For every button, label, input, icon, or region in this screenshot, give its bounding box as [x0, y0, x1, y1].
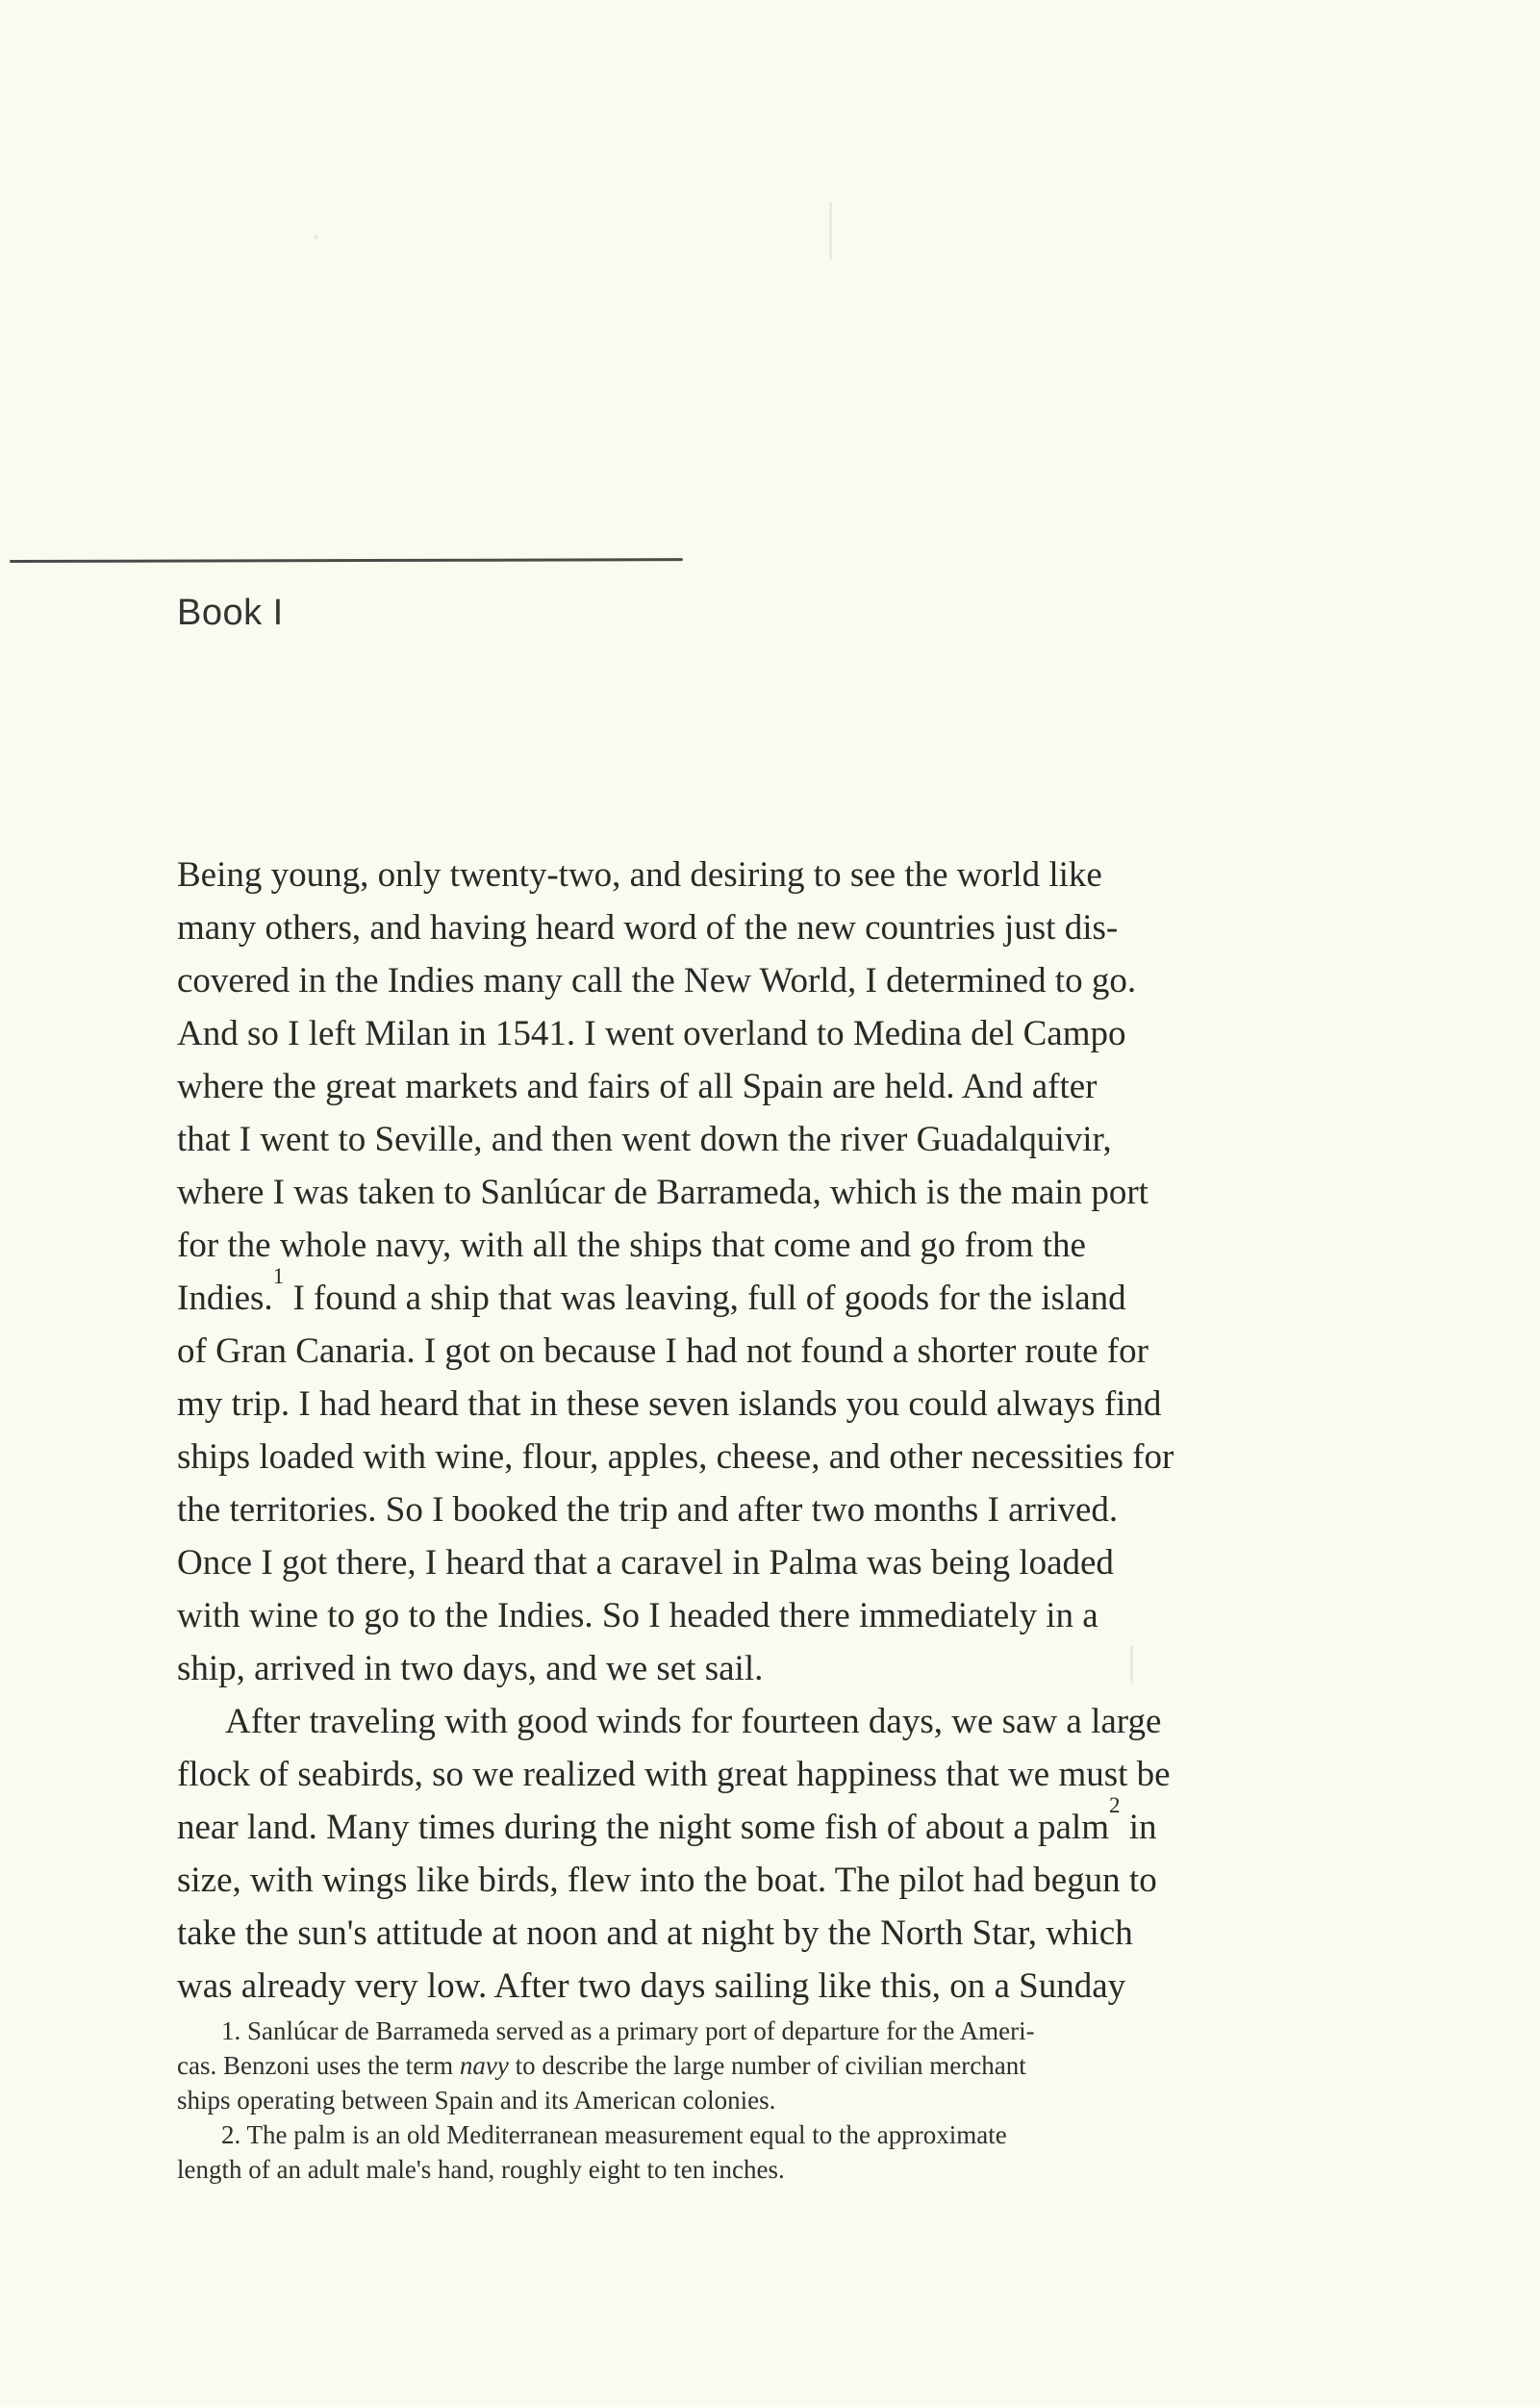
body-line: ships loaded with wine, flour, apples, cheese, and other necessities for	[177, 1437, 1174, 1477]
body-line	[177, 1263, 1331, 1325]
body-line-rest: I found a ship that was leaving, full of goods for the island	[292, 1279, 1126, 1318]
body-line: And so I left Milan in 1541. I went overland to Medina del Campo	[177, 1014, 1126, 1053]
footnote-1-line: ships operating between Spain and its American colonies.	[177, 2086, 776, 2115]
body-line: the territories. So I booked the trip and after two months I arrived.	[177, 1490, 1119, 1530]
body-line-lead: Indies.	[177, 1279, 273, 1318]
body-line: After traveling with good winds for fourteen days, we saw a large	[225, 1702, 1162, 1741]
body-line-rest: in	[1128, 1808, 1157, 1847]
body-line-lead: near land. Many times during the night some fish of about a palm	[177, 1808, 1109, 1847]
paper-speck	[314, 235, 318, 240]
body-line: Once I got there, I heard that a caravel in Palma was being loaded	[177, 1543, 1114, 1583]
body-line	[177, 1792, 1331, 1854]
body-line: many others, and having heard word of the new countries just dis-	[177, 908, 1119, 948]
footnote-2-line	[177, 2117, 1331, 2152]
paper-speck	[829, 202, 832, 260]
footnote-ref-2[interactable]: 2	[1109, 1792, 1121, 1817]
footnote-2-number: 2.	[221, 2120, 241, 2149]
body-line: where I was taken to Sanlúcar de Barrameda, which is the main port	[177, 1173, 1149, 1212]
body-line: my trip. I had heard that in these seven islands you could always find	[177, 1384, 1162, 1424]
body-line: was already very low. After two days sailing like this, on a Sunday	[177, 1966, 1126, 2006]
body-line: where the great markets and fairs of all Spain are held. And after	[177, 1067, 1098, 1106]
footnotes	[177, 2014, 1331, 2187]
body-line: ship, arrived in two days, and we set sail.	[177, 1649, 764, 1688]
body-line: that I went to Seville, and then went down the river Guadalquivir,	[177, 1120, 1112, 1159]
footnote-ref-1[interactable]: 1	[272, 1263, 285, 1288]
chapter-heading: Book I	[177, 593, 284, 633]
body-line: take the sun's attitude at noon and at night by the North Star, which	[177, 1913, 1133, 1953]
body-line: flock of seabirds, so we realized with great happiness that we must be	[177, 1755, 1171, 1794]
footnote-1-italic-term: navy	[459, 2051, 509, 2080]
footnote-1-text: cas. Benzoni uses the term	[177, 2051, 460, 2080]
footnote-1-line	[177, 2014, 1331, 2048]
body-line: size, with wings like birds, flew into the boat. The pilot had begun to	[177, 1861, 1157, 1900]
body-text	[177, 849, 1331, 2013]
body-line: Being young, only twenty-two, and desiring to see the world like	[177, 855, 1102, 895]
body-line: for the whole navy, with all the ships that come and go from the	[177, 1226, 1086, 1265]
footnote-1-text: Sanlúcar de Barrameda served as a primary port of departure for the Ameri-	[247, 2016, 1035, 2045]
footnote-1-line	[177, 2048, 1331, 2083]
body-line: of Gran Canaria. I got on because I had not found a shorter route for	[177, 1331, 1149, 1371]
body-line: covered in the Indies many call the New World, I determined to go.	[177, 961, 1137, 1001]
footnote-1-text: to describe the large number of civilian merchant	[508, 2051, 1026, 2080]
footnote-2-line: length of an adult male's hand, roughly eight to ten inches.	[177, 2155, 785, 2184]
footnote-2-text: The palm is an old Mediterranean measurement equal to the approximate	[246, 2120, 1007, 2149]
footnote-1-number: 1.	[221, 2016, 241, 2045]
chapter-rule	[10, 558, 683, 563]
paper-speck	[1130, 1645, 1133, 1684]
body-line: with wine to go to the Indies. So I headed there immediately in a	[177, 1596, 1098, 1635]
